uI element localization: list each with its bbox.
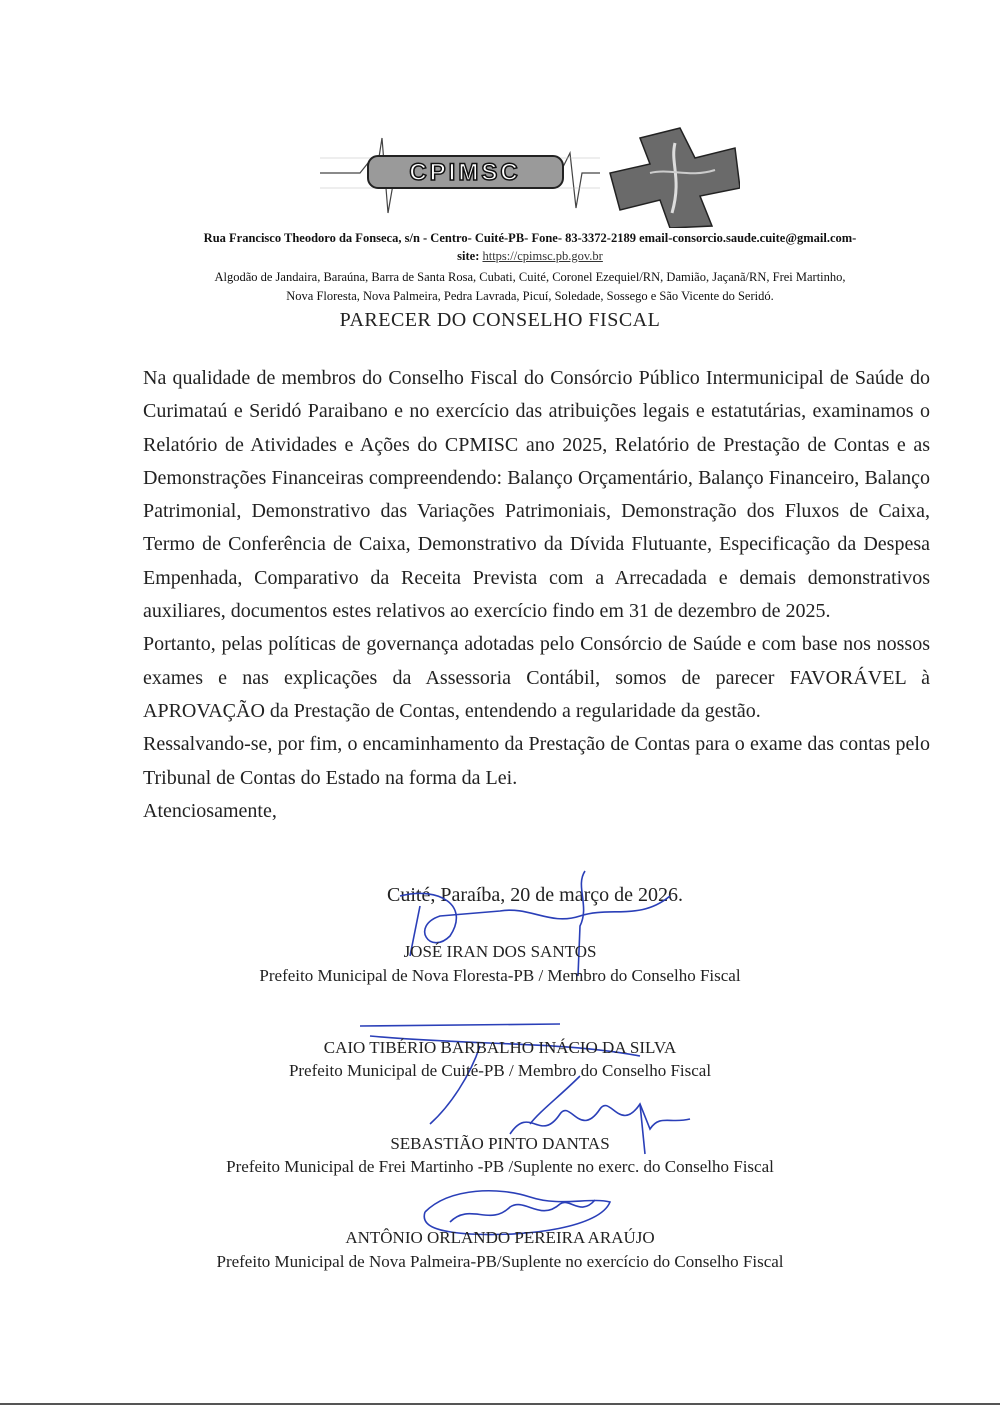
signatory-2-name: CAIO TIBÉRIO BARBALHO INÁCIO DA SILVA	[323, 1038, 677, 1057]
header-address: Rua Francisco Theodoro da Fonseca, s/n - Centro- Cuité-PB- Fone- 83-3372-2189 email-consorcio.saude.cuite@gmail.com-	[203, 231, 857, 245]
signatory-2-role: Prefeito Municipal de Cuité-PB / Membro do Conselho Fiscal	[288, 1061, 712, 1080]
signatory-4-role: Prefeito Municipal de Nova Palmeira-PB/Suplente no exercício do Conselho Fiscal	[216, 1252, 784, 1271]
signatory-1-role: Prefeito Municipal de Nova Floresta-PB / Membro do Conselho Fiscal	[259, 966, 741, 985]
closing: Atenciosamente,	[143, 799, 277, 822]
municipalities-list	[120, 268, 940, 306]
paragraph-2: Portanto, pelas políticas de governança adotadas pelo Consórcio de Saúde e com base nos nossos exames e nas explicações da Assessoria Contábil, somos de parecer FAVORÁVEL à APROVAÇÃO da Prestação de Contas, entendendo a regularidade da gestão.	[143, 633, 930, 722]
paragraph-1: Na qualidade de membros do Conselho Fiscal do Consórcio Público Intermunicipal de Saúde do Curimataú e Seridó Paraibano e no exercício das atribuições legais e estatutárias, examinamos o Relatório de Atividades e Ações do CPMISC ano 2025, Relatório de Prestação de Contas e as Demonstrações Financeiras compreendendo: Balanço Orçamentário, Balanço Financeiro, Balanço Patrimonial, Demonstrativo das Variações Patrimoniais, Demonstração dos Fluxos de Caixa, Termo de Conferência de Caixa, Demonstrativo da Dívida Flutuante, Especificação da Despesa Empenhada, Comparativo da Receita Prevista com a Arrecadada e demais demonstrativos auxiliares, documentos estes relativos ao exercício findo em 31 de dezembro de 2025.	[143, 367, 930, 623]
signatory-4-name: ANTÔNIO ORLANDO PEREIRA ARAÚJO	[345, 1228, 655, 1247]
cpimsc-logo	[320, 118, 740, 228]
document-body	[143, 362, 930, 828]
paragraph-3: Ressalvando-se, por fim, o encaminhamento da Prestação de Contas para o exame das contas pelo Tribunal de Contas do Estado na forma da Lei.	[143, 733, 930, 789]
signatory-1-name: JOSÉ IRAN DOS SANTOS	[403, 942, 597, 961]
signatory-3-name: SEBASTIÃO PINTO DANTAS	[390, 1134, 610, 1153]
header-site	[120, 249, 940, 264]
date-line: Cuité, Paraíba, 20 de março de 2026.	[386, 884, 684, 906]
page-edge-line	[0, 1403, 1000, 1405]
municipalities-line-2: Nova Floresta, Nova Palmeira, Pedra Lavrada, Picuí, Soledade, Sossego e São Vicente do Seridó.	[286, 289, 774, 303]
document-title: PARECER DO CONSELHO FISCAL	[339, 309, 661, 331]
signatory-3-role: Prefeito Municipal de Frei Martinho -PB /Suplente no exerc. do Conselho Fiscal	[226, 1157, 774, 1176]
site-url[interactable]: https://cpimsc.pb.gov.br	[482, 249, 603, 263]
logo-text: CPIMSC	[409, 159, 521, 186]
municipalities-line-1: Algodão de Jandaira, Baraúna, Barra de Santa Rosa, Cubati, Cuité, Coronel Ezequiel/RN, Damião, Jaçanã/RN, Frei Martinho,	[214, 270, 846, 284]
site-label: site:	[457, 249, 480, 263]
